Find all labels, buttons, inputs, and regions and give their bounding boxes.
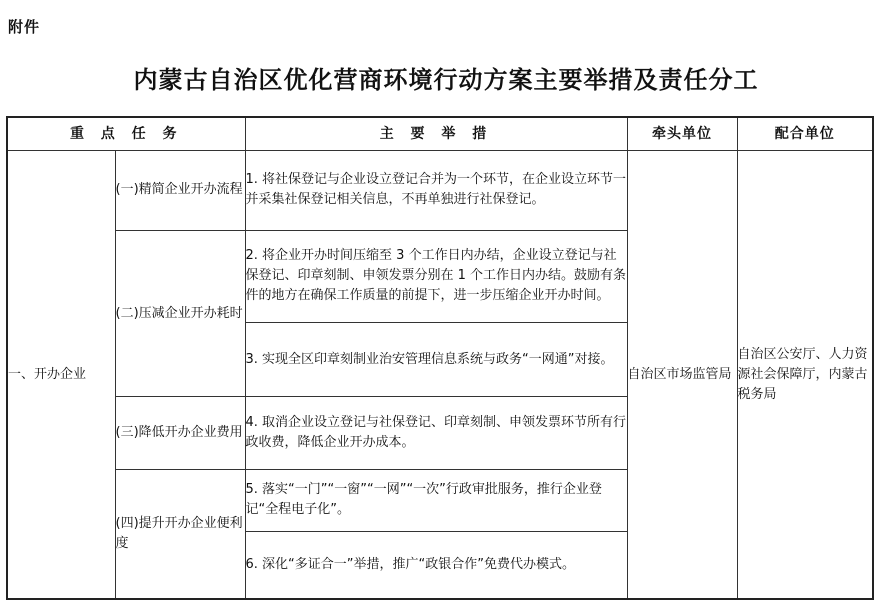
measure-cell: 2. 将企业开办时间压缩至 3 个工作日内办结，企业设立登记与社保登记、印章刻制、申领发票分别在 1 个工作日内办结。鼓励有条件的地方在确保工作质量的前提下，进一步压缩企业开办时间。 xyxy=(245,230,627,322)
subtask-cell: (二)压减企业开办耗时 xyxy=(115,230,245,397)
col-header-lead: 牵头单位 xyxy=(627,117,737,151)
table-header-row xyxy=(7,117,873,151)
col-header-task: 重 点 任 务 xyxy=(7,117,245,151)
table-row xyxy=(7,151,873,230)
measure-cell: 5. 落实“一门”“一窗”“一网”“一次”行政审批服务，推行企业登记“全程电子化”。 xyxy=(245,469,627,531)
subtask-cell: (三)降低开办企业费用 xyxy=(115,397,245,469)
lead-unit-cell: 自治区市场监管局 xyxy=(627,151,737,599)
subtask-cell: (一)精简企业开办流程 xyxy=(115,151,245,230)
measure-cell: 1. 将社保登记与企业设立登记合并为一个环节，在企业设立环节一并采集社保登记相关信息，不再单独进行社保登记。 xyxy=(245,151,627,230)
subtask-cell: (四)提升开办企业便利度 xyxy=(115,469,245,599)
document-title: 内蒙古自治区优化营商环境行动方案主要举措及责任分工 xyxy=(133,66,759,94)
measure-cell: 3. 实现全区印章刻制业治安管理信息系统与政务“一网通”对接。 xyxy=(245,323,627,397)
task-cell: 一、开办企业 xyxy=(7,151,115,599)
col-header-measures: 主 要 举 措 xyxy=(245,117,627,151)
attachment-label: 附件 xyxy=(8,18,41,36)
col-header-cooperate: 配合单位 xyxy=(737,117,873,151)
cooperating-units-cell: 自治区公安厅、人力资源社会保障厅，内蒙古税务局 xyxy=(737,151,873,599)
responsibility-table xyxy=(6,116,874,600)
measure-cell: 4. 取消企业设立登记与社保登记、印章刻制、申领发票环节所有行政收费，降低企业开办成本。 xyxy=(245,397,627,469)
measure-cell: 6. 深化“多证合一”举措，推广“政银合作”免费代办模式。 xyxy=(245,532,627,599)
